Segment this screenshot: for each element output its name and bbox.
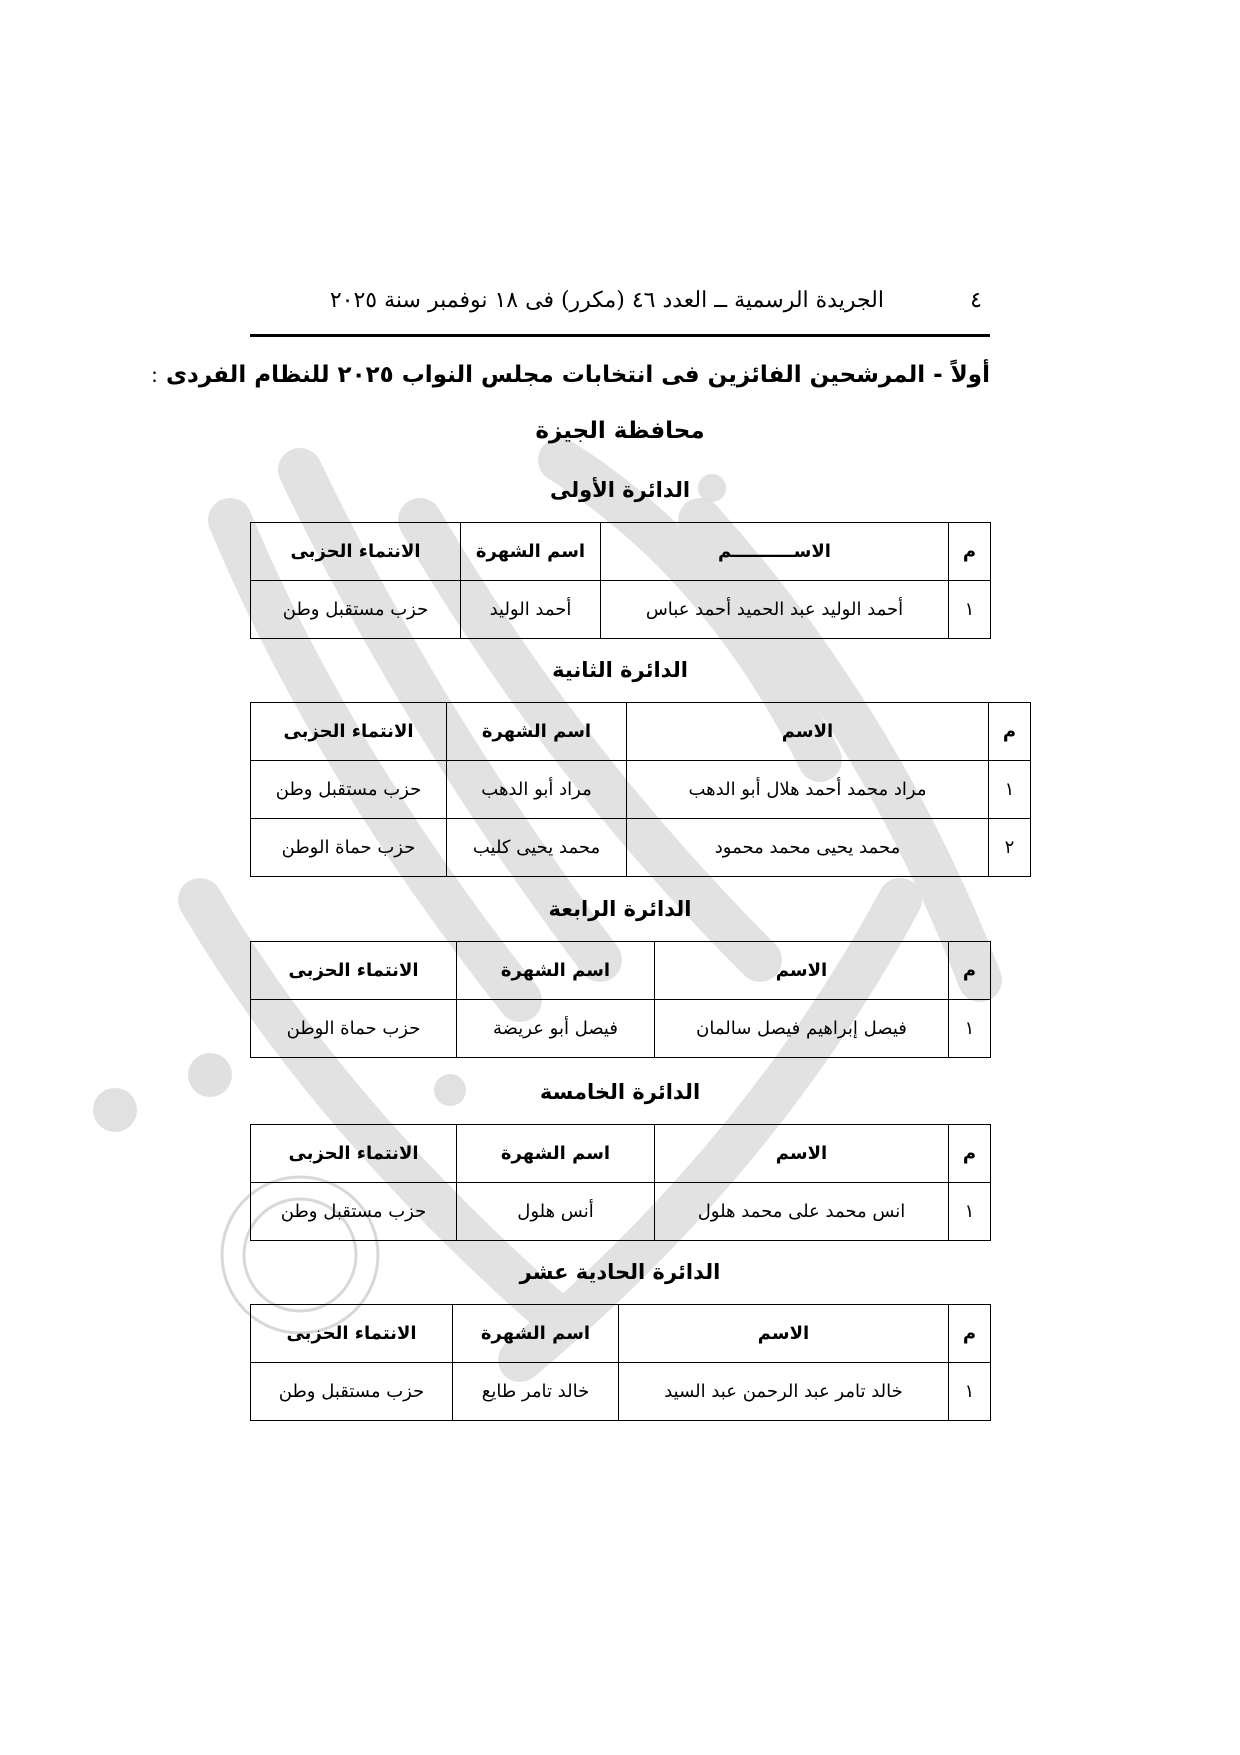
section-heading xyxy=(151,362,990,388)
col-header-name: الاسم xyxy=(655,942,949,1000)
cell-party: حزب حماة الوطن xyxy=(251,1000,457,1058)
results-table xyxy=(250,1304,991,1421)
col-header-nickname: اسم الشهرة xyxy=(457,1125,655,1183)
section-heading-colon: : xyxy=(151,363,158,387)
col-header-party: الانتماء الحزبى xyxy=(251,942,457,1000)
cell-party: حزب مستقبل وطن xyxy=(251,581,461,639)
col-header-nickname: اسم الشهرة xyxy=(461,523,601,581)
district-title: الدائرة الخامسة xyxy=(539,1080,701,1104)
cell-party: حزب حماة الوطن xyxy=(251,819,447,877)
table-header-row xyxy=(251,1125,991,1183)
col-header-party: الانتماء الحزبى xyxy=(251,703,447,761)
section-heading-text: أولاً - المرشحين الفائزين فى انتخابات مجلس النواب ٢٠٢٥ للنظام الفردى xyxy=(165,362,990,388)
col-header-num: م xyxy=(949,1125,991,1183)
cell-name: انس محمد على محمد هلول xyxy=(655,1183,949,1241)
running-header xyxy=(252,284,988,324)
cell-nickname: مراد أبو الدهب xyxy=(447,761,627,819)
cell-num: ١ xyxy=(949,581,991,639)
cell-num: ١ xyxy=(949,1000,991,1058)
district-title: الدائرة الأولى xyxy=(549,478,691,502)
cell-party: حزب مستقبل وطن xyxy=(251,761,447,819)
col-header-nickname: اسم الشهرة xyxy=(453,1305,619,1363)
cell-nickname: أحمد الوليد xyxy=(461,581,601,639)
col-header-nickname: اسم الشهرة xyxy=(457,942,655,1000)
district-title: الدائرة الحادية عشر xyxy=(519,1260,721,1284)
table-header-row xyxy=(251,523,991,581)
cell-name: خالد تامر عبد الرحمن عبد السيد xyxy=(619,1363,949,1421)
cell-name: أحمد الوليد عبد الحميد أحمد عباس xyxy=(601,581,949,639)
col-header-name: الاسم xyxy=(619,1305,949,1363)
cell-name: فيصل إبراهيم فيصل سالمان xyxy=(655,1000,949,1058)
table-row xyxy=(251,1363,991,1421)
results-table xyxy=(250,941,991,1058)
table-header-row xyxy=(251,942,991,1000)
col-header-party: الانتماء الحزبى xyxy=(251,1305,453,1363)
publication-title: الجريدة الرسمية ــ العدد ٤٦ (مكرر) فى ١٨ نوفمبر سنة ٢٠٢٥ xyxy=(329,288,884,313)
cell-name: محمد يحيى محمد محمود xyxy=(627,819,989,877)
col-header-name: الاسم xyxy=(655,1125,949,1183)
cell-party: حزب مستقبل وطن xyxy=(251,1183,457,1241)
table-row xyxy=(251,819,1031,877)
results-table xyxy=(250,1124,991,1241)
results-table xyxy=(250,522,991,639)
cell-party: حزب مستقبل وطن xyxy=(251,1363,453,1421)
table-header-row xyxy=(251,1305,991,1363)
header-divider xyxy=(250,334,990,337)
cell-num: ١ xyxy=(989,761,1031,819)
results-table xyxy=(250,702,1031,877)
cell-num: ١ xyxy=(949,1183,991,1241)
table-header-row xyxy=(251,703,1031,761)
page-number: ٤ xyxy=(970,288,982,313)
table-row xyxy=(251,761,1031,819)
col-header-name: الاســــــــــم xyxy=(601,523,949,581)
cell-nickname: فيصل أبو عريضة xyxy=(457,1000,655,1058)
cell-nickname: محمد يحيى كليب xyxy=(447,819,627,877)
col-header-party: الانتماء الحزبى xyxy=(251,523,461,581)
col-header-num: م xyxy=(989,703,1031,761)
table-row xyxy=(251,1000,991,1058)
col-header-num: م xyxy=(949,523,991,581)
table-row xyxy=(251,1183,991,1241)
governorate-title: محافظة الجيزة xyxy=(535,418,705,444)
col-header-party: الانتماء الحزبى xyxy=(251,1125,457,1183)
cell-num: ٢ xyxy=(989,819,1031,877)
col-header-num: م xyxy=(949,1305,991,1363)
col-header-num: م xyxy=(949,942,991,1000)
col-header-name: الاسم xyxy=(627,703,989,761)
cell-nickname: أنس هلول xyxy=(457,1183,655,1241)
cell-nickname: خالد تامر طايع xyxy=(453,1363,619,1421)
cell-name: مراد محمد أحمد هلال أبو الدهب xyxy=(627,761,989,819)
district-title: الدائرة الثانية xyxy=(552,658,688,682)
cell-num: ١ xyxy=(949,1363,991,1421)
col-header-nickname: اسم الشهرة xyxy=(447,703,627,761)
table-row xyxy=(251,581,991,639)
district-title: الدائرة الرابعة xyxy=(548,897,692,921)
